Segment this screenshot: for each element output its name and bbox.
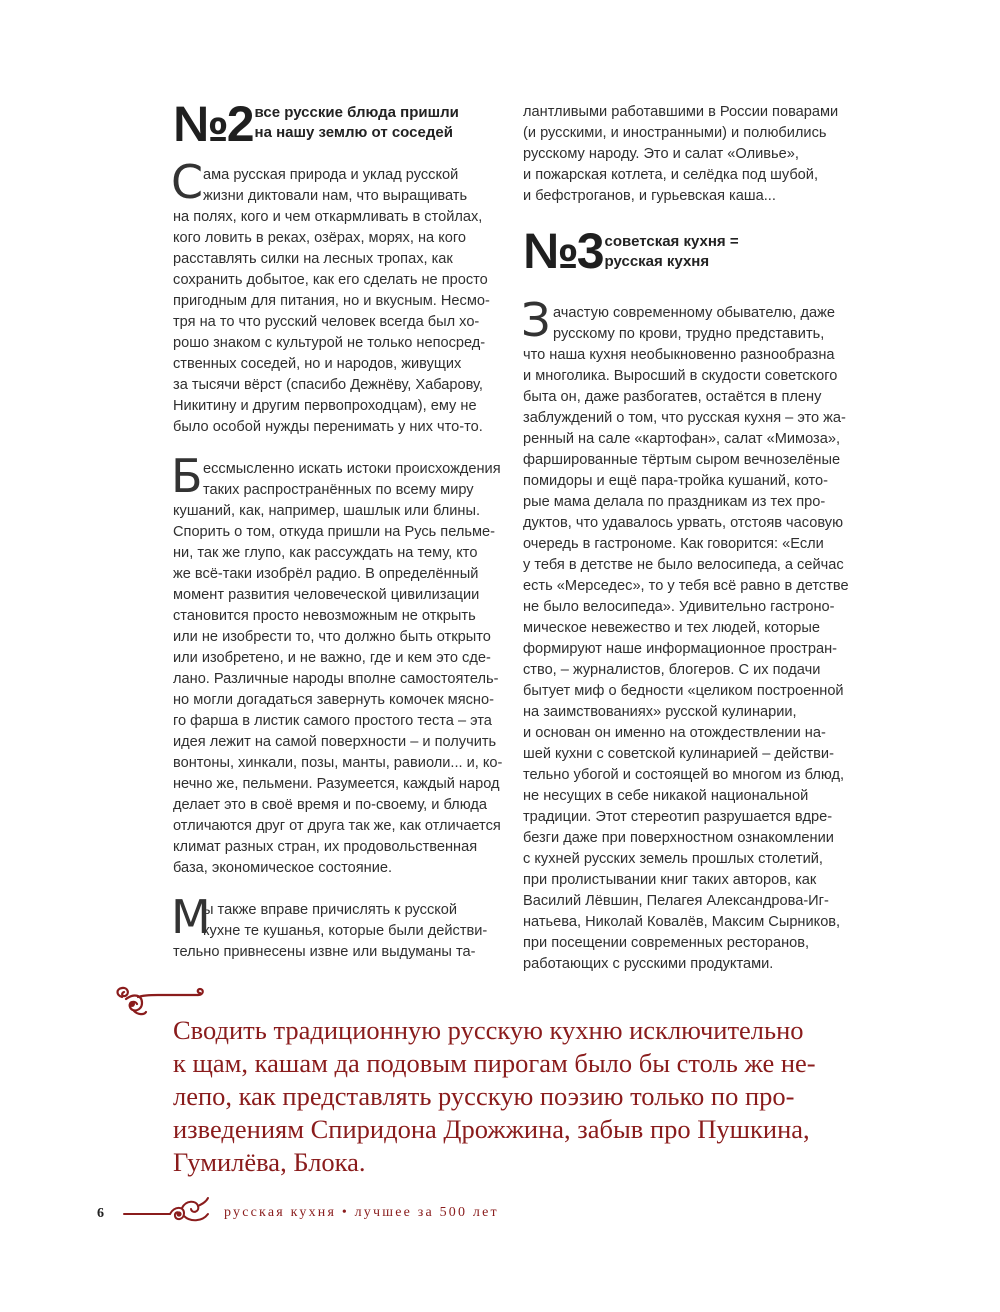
paragraph: лантливыми работавшими в России поварами (и русскими, и иностранными) и полюбились русскому народу. Это и салат «Оливье», и пожарская котлета, и селёдка под шубой, и бефстроганов, и гурьевская каша...	[523, 104, 839, 204]
footer-flourish-icon	[122, 1196, 212, 1226]
paragraph-lines: ачастую современному обывателю, даже русскому по крови, трудно представить, что наша кухня необыкновенно разнообразна и многолика. Выросший в скудости советского быта он, даже разбогатев, остаётся в плену заблуждений о том, что русская кухня – это жа- ренный на сале «картофан», салат «Мимоза», фаршированные тёртым сыром вечнозелёные помидоры и ещё пара-тройка кушаний, кото- рые мама делала по праздникам из тех про- дуктов, что удавалось урвать, отстояв часовую очередь в гастрономе. Как говорится: «Если у тебя в детстве не было велосипеда, а сейчас есть «Мерседес», то у тебя всё равно в детстве не было велосипеда». Удивительно гастроно- мическое невежество и тех людей, которые формируют наше информационное простран- ство, – журналистов, блогеров. С их подачи бытует миф о бедности «целиком построенной на заимствованиях» русской кулинарии, и основан он именно на отождествлении на- шей кухни с советской кулинарией – действи- тельно убогой и состоящей во многом из блюд, не несущих в себе никакой национальной традиции. Этот стереотип разрушается вдре- безги даже при поверхностном ознакомлении с кухней русских земель прошлых столетий, при пролистывании книг таких авторов, как Василий Лёвшин, Пелагея Александрова-Иг- натьева, Николай Ковалёв, Максим Сырников, при посещении современных ресторанов, работающих с русскими продуктами.	[523, 305, 849, 972]
paragraph	[171, 449, 503, 879]
drop-cap: С	[171, 155, 204, 209]
paragraph-lines: ы также вправе причислять к русской кухне те кушанья, которые были действи- тельно привнесены извне или выдуманы та-	[173, 902, 488, 960]
section-title: все русские блюда пришли на нашу землю от соседей	[254, 104, 459, 141]
page-number: 6	[97, 1206, 104, 1221]
paragraph-lines: ама русская природа и уклад русской жизни диктовали нам, что выращивать на полях, кого и чем откармливать в стойлах, кого ловить в реках, озёрах, морях, на кого расставлять силки на лесных тропах, как сохранить добытое, как его сделать не просто пригодным для питания, но и вкусным. Несмо- тря на то что русский человек всегда был хо- рошо знаком с культурой не только непосред- ственных соседей, но и народов, живущих за тысячи вёрст (спасибо Дежнёву, Хабарову, Никитину и другим первопроходцам), ему не было особой нужды перенимать у них что-то.	[173, 167, 490, 435]
section-number: №2	[173, 96, 253, 152]
paragraph	[521, 293, 853, 975]
section-title: советская кухня = русская кухня	[604, 233, 739, 270]
paragraph-lines: ессмысленно искать истоки происхождения таких распространённых по всему миру кушаний, как, например, шашлык или блины. Спорить о том, откуда пришли на Русь пельме- ни, так же глупо, как рассуждать на тему, кто же всё-таки изобрёл радио. В определённый момент развития человеческой цивилизации становится просто невозможным не открыть или не изобрести то, что должно быть открыто или изобретено, и не важно, где и кем это сде- лано. Различные народы вполне самостоятель- но могли догадаться завернуть комочек мясно- го фарша в листик самого простого теста – эта идея лежит на самой поверхности – и получить вонтоны, хинкали, позы, манты, равиоли... и, ко- нечно же, пельмени. Разумеется, каждый народ делает это в своё время и по-своему, и блюда отличаются друг от друга так же, как отличается климат разных стран, их продовольственная база, экономическое состояние.	[173, 461, 503, 876]
section-number: №3	[523, 223, 603, 279]
right-column	[523, 102, 853, 975]
drop-cap: М	[171, 890, 211, 944]
pull-quote: Сводить традиционную русскую кухню исключительно к щам, кашам да подовым пирогам было бы столь же не- лепо, как представлять русскую поэзию только по про- изведениям Спиридона Дрожжина, забыв про Пушкина, Гумилёва, Блока.	[173, 1015, 816, 1177]
running-footer-title: русская кухня • лучшее за 500 лет	[224, 1205, 499, 1220]
drop-cap: З	[521, 293, 551, 347]
paragraph	[171, 890, 498, 963]
drop-cap: Б	[171, 449, 203, 503]
paragraph	[171, 155, 498, 438]
left-column	[171, 96, 503, 963]
section-heading-2	[173, 96, 498, 152]
section-heading-3	[523, 223, 853, 279]
